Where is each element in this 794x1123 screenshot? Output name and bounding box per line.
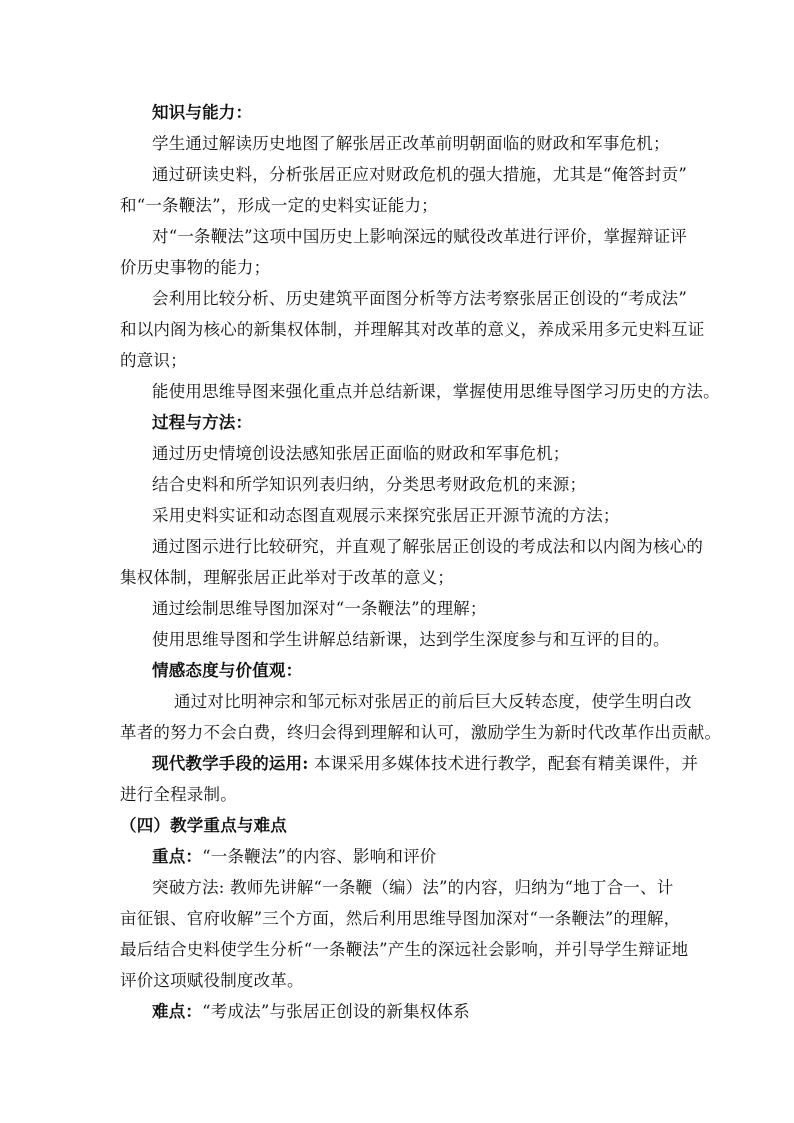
knowledge-line-3: 和“一条鞭法”，形成一定的史料实证能力； — [120, 196, 438, 215]
emotion-line-1: 通过对比明神宗和邹元标对张居正的前后巨大反转态度，使学生明白改 — [174, 692, 692, 711]
process-line-7: 使用思维导图和学生讲解总结新课，达到学生深度参与和互评的目的。 — [152, 630, 670, 649]
process-line-1: 通过历史情境创设法感知张居正面临的财政和军事危机； — [152, 444, 570, 463]
knowledge-line-2: 通过研读史料，分析张居正应对财政危机的强大措施，尤其是“俺答封贡” — [152, 165, 687, 184]
knowledge-line-1: 学生通过解读历史地图了解张居正改革前明朝面临的财政和军事危机； — [152, 134, 670, 153]
knowledge-line-5: 价历史事物的能力； — [120, 258, 271, 277]
process-line-6: 通过绘制思维导图加深对“一条鞭法”的理解； — [152, 599, 487, 618]
process-heading: 过程与方法： — [152, 413, 253, 432]
breakthrough-line-1: 突破方法: 教师先讲解“一条鞭（编）法”的内容，归纳为“地丁合一、计 — [152, 878, 674, 897]
knowledge-line-8: 的意识； — [120, 351, 187, 370]
modern-heading: 现代教学手段的运用: — [152, 754, 309, 773]
knowledge-line-4: 对“一条鞭法”这项中国历史上影响深远的赋役改革进行评价，掌握辩证评 — [152, 227, 687, 246]
section4-heading: （四）教学重点与难点 — [120, 816, 287, 835]
breakthrough-line-2: 亩征银、官府收解”三个方面，然后利用思维导图加深对“一条鞭法”的理解， — [120, 909, 681, 928]
difficulty-label: 难点： — [152, 1002, 203, 1021]
knowledge-line-7: 和以内阁为核心的新集权体制，并理解其对改革的意义，养成采用多元史料互证 — [120, 320, 705, 339]
key-text: “一条鞭法”的内容、影响和评价 — [202, 847, 437, 866]
process-line-5: 集权体制，理解张居正此举对于改革的意义； — [120, 568, 454, 587]
key-point-line — [152, 846, 436, 868]
knowledge-line-6: 会利用比较分析、历史建筑平面图分析等方法考察张居正创设的“考成法” — [152, 289, 687, 308]
breakthrough-line-3: 最后结合史料使学生分析“一条鞭法”产生的深远社会影响，并引导学生辩证地 — [120, 940, 689, 959]
difficulty-line — [152, 1001, 470, 1023]
emotion-heading: 情感态度与价值观： — [152, 661, 303, 680]
difficulty-text: “考成法”与张居正创设的新集权体系 — [202, 1002, 470, 1021]
process-line-4: 通过图示进行比较研究，并直观了解张居正创设的考成法和以内阁为核心的 — [152, 537, 704, 556]
knowledge-heading: 知识与能力： — [152, 103, 253, 122]
knowledge-line-9: 能使用思维导图来强化重点并总结新课，掌握使用思维导图学习历史的方法。 — [152, 382, 720, 401]
modern-line-2: 进行全程录制。 — [120, 785, 237, 804]
emotion-line-2: 革者的努力不会白费，终归会得到理解和认可，激励学生为新时代改革作出贡献。 — [120, 723, 722, 742]
modern-text: 本课采用多媒体技术进行教学，配套有精美课件，并 — [308, 754, 699, 773]
modern-teaching-line — [152, 753, 698, 775]
key-label: 重点： — [152, 847, 203, 866]
process-line-3: 采用史料实证和动态图直观展示来探究张居正开源节流的方法； — [152, 506, 620, 525]
process-line-2: 结合史料和所学知识列表归纳，分类思考财政危机的来源； — [152, 475, 587, 494]
breakthrough-line-4: 评价这项赋役制度改革。 — [120, 971, 304, 990]
